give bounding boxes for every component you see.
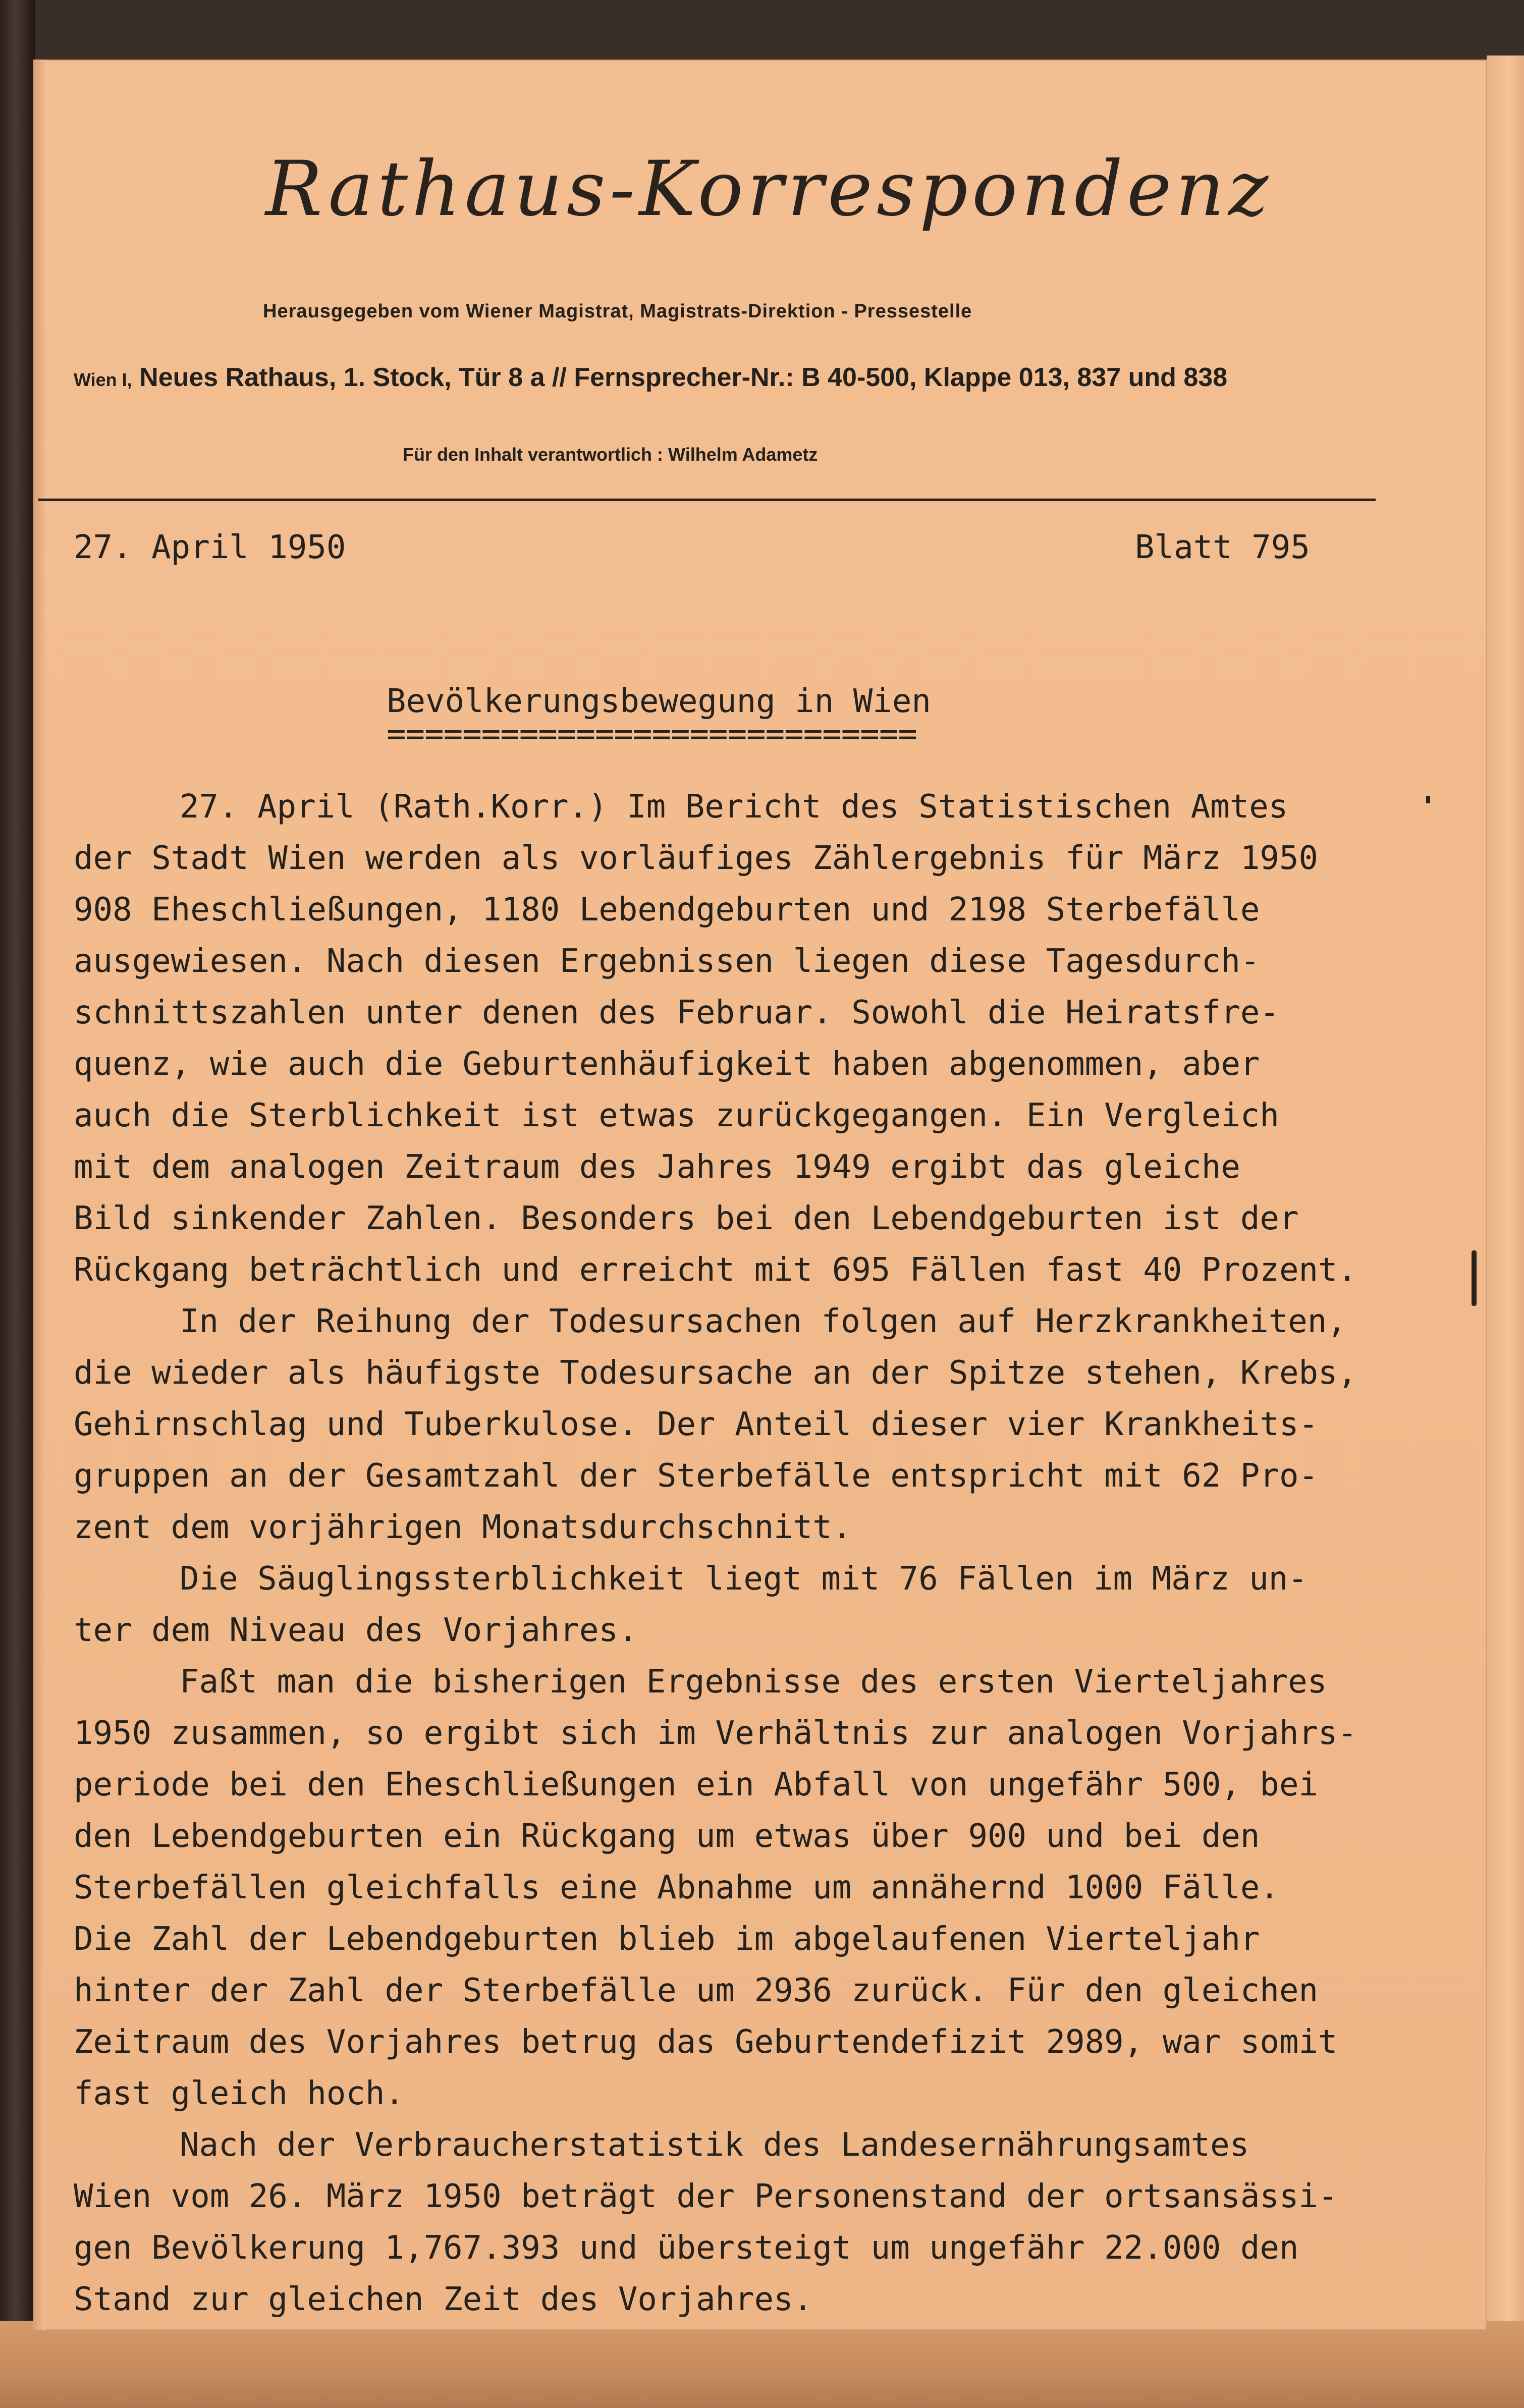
body-line: 27. April (Rath.Korr.) Im Bericht des Statistischen Amtes [180,788,1288,826]
document-page [33,60,1487,2330]
margin-bracket [1472,1250,1477,1306]
title-underline: ============================ [387,716,917,753]
body-line: In der Reihung der Todesursachen folgen auf Herzkrankheiten, [180,1303,1346,1340]
body-line: Nach der Verbraucherstatistik des Landesernährungsamtes [180,2126,1249,2164]
body-line: schnittszahlen unter denen des Februar. Sowohl die Heiratsfre- [74,994,1279,1031]
header-divider [38,499,1376,501]
body-line: gruppen an der Gesamtzahl der Sterbefälle entspricht mit 62 Pro- [74,1457,1318,1495]
article-body [74,781,1466,2325]
body-line: gen Bevölkerung 1,767.393 und übersteigt um ungefähr 22.000 den [74,2229,1299,2267]
body-line: mit dem analogen Zeitraum des Jahres 1949 ergibt das gleiche [74,1148,1240,1186]
body-line: 1950 zusammen, so ergibt sich im Verhältnis zur analogen Vorjahrs- [74,1715,1357,1752]
body-line: fast gleich hoch. [74,2075,405,2112]
issue-date: 27. April 1950 [74,529,346,566]
body-line: Die Säuglingssterblichkeit liegt mit 76 Fällen im März un- [180,1560,1308,1598]
body-line: ausgewiesen. Nach diesen Ergebnissen liegen diese Tagesdurch- [74,943,1260,980]
sheet-number: Blatt 795 [1135,529,1310,566]
page-fold [33,60,45,2330]
address-text: Neues Rathaus, 1. Stock, Tür 8 a // Fernsprecher-Nr.: B 40-500, Klappe 013, 837 und 838 [139,363,1228,392]
body-line: zent dem vorjährigen Monatsdurchschnitt. [74,1509,852,1546]
publisher-line: Herausgegeben vom Wiener Magistrat, Magistrats-Direktion - Pressestelle [263,301,972,322]
page-bottom-edge [0,2321,1524,2408]
body-line: Zeitraum des Vorjahres betrug das Geburtendefizit 2989, war somit [74,2023,1338,2061]
body-line: ter dem Niveau des Vorjahres. [74,1612,638,1649]
responsible-editor: Für den Inhalt verantwortlich : Wilhelm Adametz [403,444,818,465]
body-line: der Stadt Wien werden als vorläufiges Zählergebnis für März 1950 [74,840,1318,877]
body-line: Faßt man die bisherigen Ergebnisse des ersten Vierteljahres [180,1663,1327,1701]
body-line: Die Zahl der Lebendgeburten blieb im abgelaufenen Vierteljahr [74,1921,1260,1958]
article-title: Bevölkerungsbewegung in Wien [387,683,931,720]
binding-edge [0,0,35,2408]
address-line [74,362,1436,393]
body-line: Stand zur gleichen Zeit des Vorjahres. [74,2281,813,2318]
body-line: die wieder als häufigste Todesursache an der Spitze stehen, Krebs, [74,1354,1357,1392]
body-line: Bild sinkender Zahlen. Besonders bei den Lebendgeburten ist der [74,1200,1299,1237]
body-line: Wien vom 26. März 1950 beträgt der Personenstand der ortsansässi- [74,2178,1338,2215]
body-line: auch die Sterblichkeit ist etwas zurückgegangen. Ein Vergleich [74,1097,1279,1134]
body-line: den Lebendgeburten ein Rückgang um etwas über 900 und bei den [74,1818,1260,1855]
masthead-title: Rathaus-Korrespondenz [265,145,1273,233]
body-line: Rückgang beträchtlich und erreicht mit 695 Fällen fast 40 Prozent. [74,1251,1357,1289]
body-line: Gehirnschlag und Tuberkulose. Der Anteil dieser vier Krankheits- [74,1406,1318,1443]
body-line: periode bei den Eheschließungen ein Abfall von ungefähr 500, bei [74,1766,1318,1803]
body-line: quenz, wie auch die Geburtenhäufigkeit haben abgenommen, aber [74,1046,1260,1083]
page-edge-right [1487,56,1524,2331]
body-line: hinter der Zahl der Sterbefälle um 2936 zurück. Für den gleichen [74,1972,1318,2009]
address-city: Wien I, [74,369,132,390]
body-line: Sterbefällen gleichfalls eine Abnahme um annähernd 1000 Fälle. [74,1869,1279,1906]
body-line: 908 Eheschließungen, 1180 Lebendgeburten und 2198 Sterbefälle [74,891,1260,928]
ink-dot [1426,796,1430,803]
